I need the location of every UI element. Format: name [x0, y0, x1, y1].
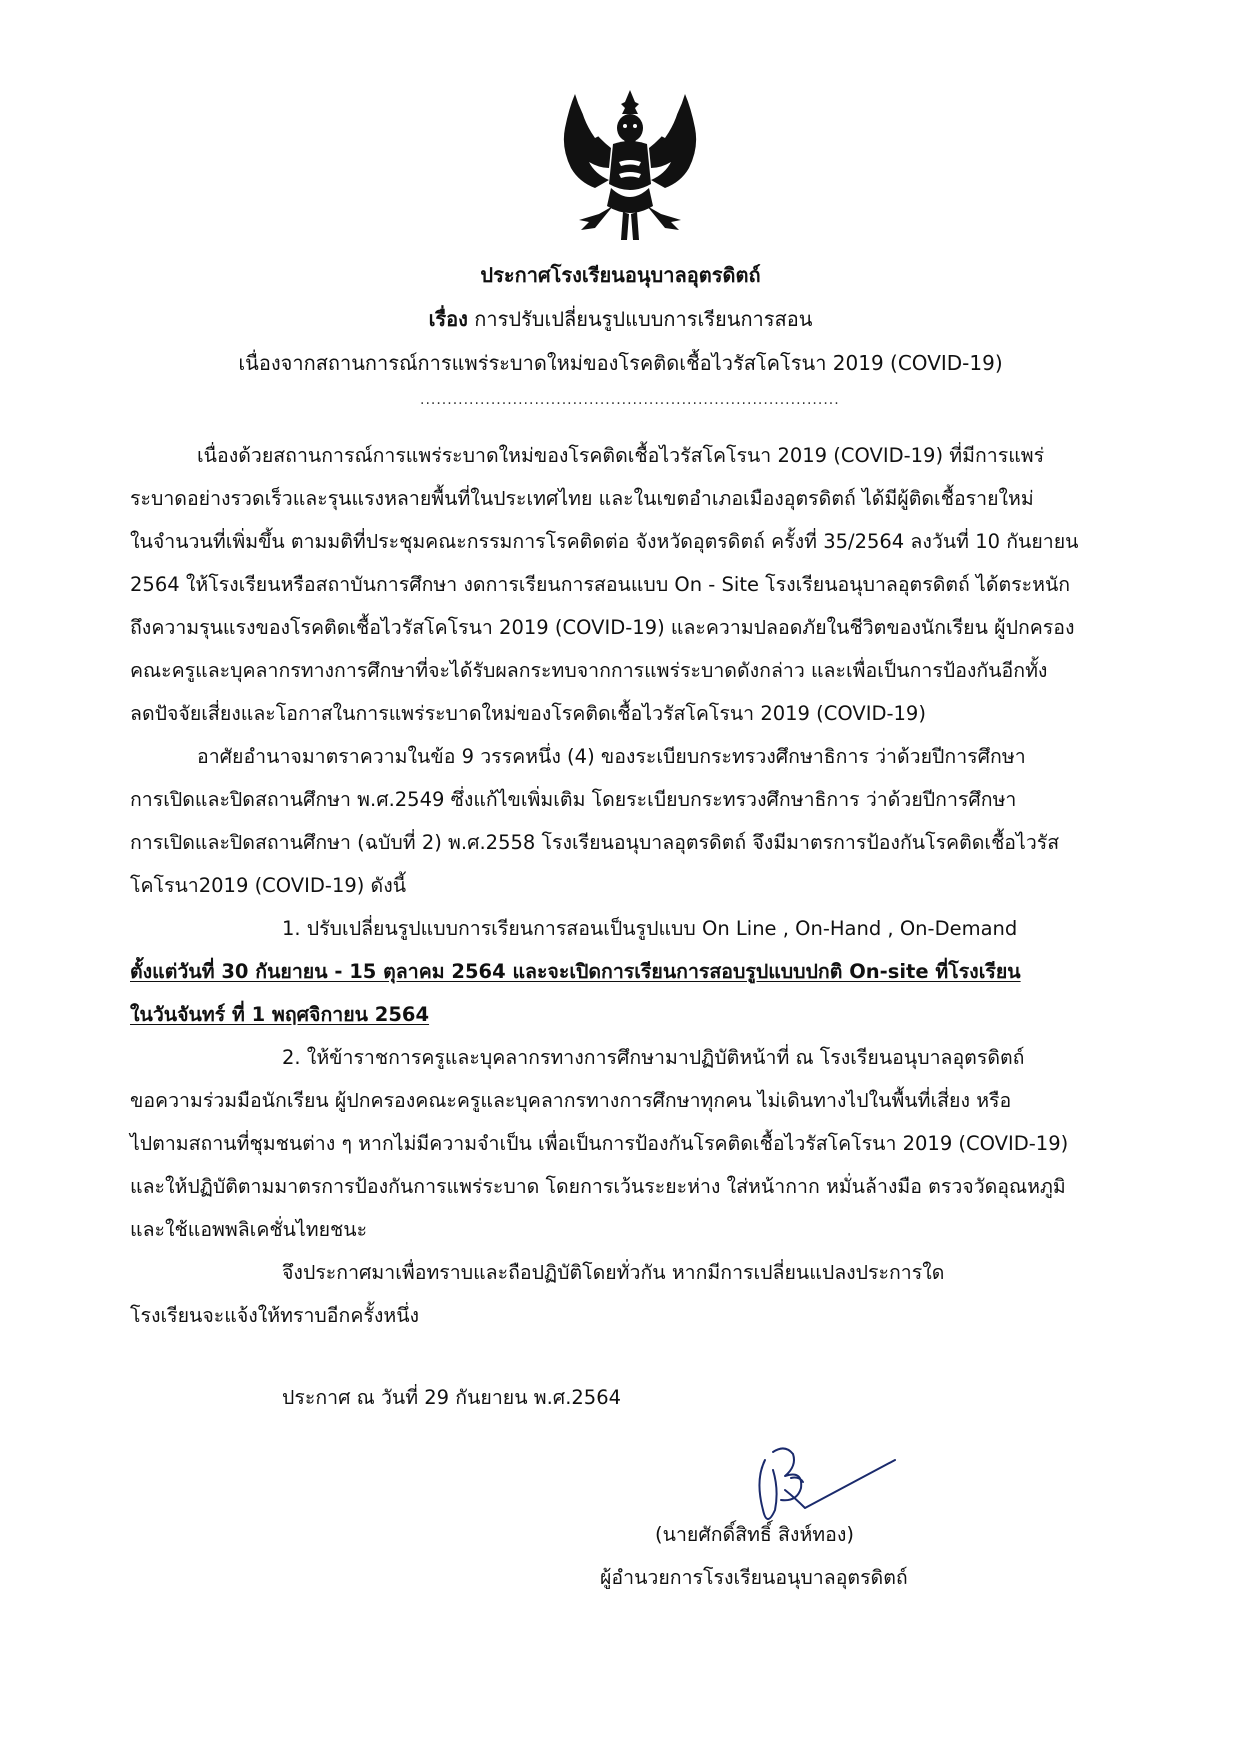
- paragraph-1-line: ระบาดอย่างรวดเร็วและรุนแรงหลายพื้นที่ในประเทศไทย และในเขตอำเภอเมืองอุตรดิตถ์ ได้มีผู้ติดเชื้อรายใหม่: [130, 487, 1034, 510]
- measure-item-2-line: และใช้แอพพลิเคชั่นไทยชนะ: [130, 1218, 368, 1241]
- announcement-date: ประกาศ ณ วันที่ 29 กันยายน พ.ศ.2564: [282, 1386, 622, 1409]
- subject-label: เรื่อง: [428, 307, 468, 331]
- announcement-title: ประกาศโรงเรียนอนุบาลอุตรดิตถ์: [480, 263, 761, 287]
- closing-line: จึงประกาศมาเพื่อทราบและถือปฏิบัติโดยทั่วกัน หากมีการเปลี่ยนแปลงประการใด: [282, 1261, 945, 1284]
- measure-item-2-line: ขอความร่วมมือนักเรียน ผู้ปกครองคณะครูและบุคลากรทางการศึกษาทุกคน ไม่เดินทางไปในพื้นที่เสี่ยง หรือ: [130, 1089, 1012, 1112]
- paragraph-1-line: ในจำนวนที่เพิ่มขึ้น ตามมติที่ประชุมคณะกรรมการโรคติดต่อ จังหวัดอุตรดิตถ์ ครั้งที่ 35/2564 ลงวันที่ 10 กันยายน: [130, 530, 1079, 553]
- closing-line: โรงเรียนจะแจ้งให้ทราบอีกครั้งหนึ่ง: [130, 1304, 420, 1327]
- subject-line-2: เนื่องจากสถานการณ์การแพร่ระบาดใหม่ของโรคติดเชื้อไวรัสโคโรนา 2019 (COVID-19): [238, 351, 1003, 375]
- measure-item-1-dates: ตั้งแต่วันที่ 30 กันยายน - 15 ตุลาคม 2564 และจะเปิดการเรียนการสอบรูปแบบปกติ On-site ที่โรงเรียน: [130, 960, 1021, 983]
- signatory-name: (นายศักดิ์สิทธิ์ สิงห์ทอง): [655, 1523, 854, 1546]
- paragraph-1-line: ลดปัจจัยเสี่ยงและโอกาสในการแพร่ระบาดใหม่ของโรคติดเชื้อไวรัสโคโรนา 2019 (COVID-19): [130, 702, 926, 725]
- paragraph-2-line: โคโรนา2019 (COVID-19) ดังนี้: [130, 874, 407, 897]
- measure-item-1-dates: ในวันจันทร์ ที่ 1 พฤศจิกายน 2564: [130, 1003, 430, 1026]
- signatory-position: ผู้อำนวยการโรงเรียนอนุบาลอุตรดิตถ์: [600, 1566, 908, 1589]
- garuda-emblem-icon: [555, 88, 705, 243]
- subject-text: การปรับเปลี่ยนรูปแบบการเรียนการสอน: [474, 307, 813, 331]
- measure-item-1: 1. ปรับเปลี่ยนรูปแบบการเรียนการสอนเป็นรูปแบบ On Line , On-Hand , On-Demand: [282, 917, 1018, 940]
- measure-item-2: 2. ให้ข้าราชการครูและบุคลากรทางการศึกษามาปฏิบัติหน้าที่ ณ โรงเรียนอนุบาลอุตรดิตถ์: [282, 1046, 1025, 1069]
- measure-item-2-line: และให้ปฏิบัติตามมาตรการป้องกันการแพร่ระบาด โดยการเว้นระยะห่าง ใส่หน้ากาก หมั่นล้างมือ ตรวจวัดอุณหภูมิ: [130, 1175, 1066, 1198]
- separator: .............................................................................: [420, 392, 840, 408]
- paragraph-1-line: เนื่องด้วยสถานการณ์การแพร่ระบาดใหม่ของโรคติดเชื้อไวรัสโคโรนา 2019 (COVID-19) ที่มีการแพร่: [197, 444, 1045, 467]
- paragraph-2-line: อาศัยอำนาจมาตราความในข้อ 9 วรรคหนึ่ง (4) ของระเบียบกระทรวงศึกษาธิการ ว่าด้วยปีการศึกษา: [197, 745, 1026, 768]
- paragraph-1-line: คณะครูและบุคลากรทางการศึกษาที่จะได้รับผลกระทบจากการแพร่ระบาดดังกล่าว และเพื่อเป็นการป้องกันอีกทั้ง: [130, 659, 1048, 682]
- subject-line: [0, 302, 1241, 336]
- paragraph-1-line: ถึงความรุนแรงของโรคติดเชื้อไวรัสโคโรนา 2019 (COVID-19) และความปลอดภัยในชีวิตของนักเรียน ผู้ปกครอง: [130, 616, 1075, 639]
- paragraph-2-line: การเปิดและปิดสถานศึกษา พ.ศ.2549 ซึ่งแก้ไขเพิ่มเติม โดยระเบียบกระทรวงศึกษาธิการ ว่าด้วยปีการศึกษา: [130, 788, 1017, 811]
- measure-item-2-line: ไปตามสถานที่ชุมชนต่าง ๆ หากไม่มีความจำเป็น เพื่อเป็นการป้องกันโรคติดเชื้อไวรัสโคโรนา 2019 (COVID-19): [130, 1132, 1069, 1155]
- paragraph-1-line: 2564 ให้โรงเรียนหรือสถาบันการศึกษา งดการเรียนการสอนแบบ On - Site โรงเรียนอนุบาลอุตรดิตถ์ ได้ตระหนัก: [130, 573, 1071, 596]
- paragraph-2-line: การเปิดและปิดสถานศึกษา (ฉบับที่ 2) พ.ศ.2558 โรงเรียนอนุบาลอุตรดิตถ์ จึงมีมาตรการป้องกันโรคติดเชื้อไวรัส: [130, 831, 1060, 854]
